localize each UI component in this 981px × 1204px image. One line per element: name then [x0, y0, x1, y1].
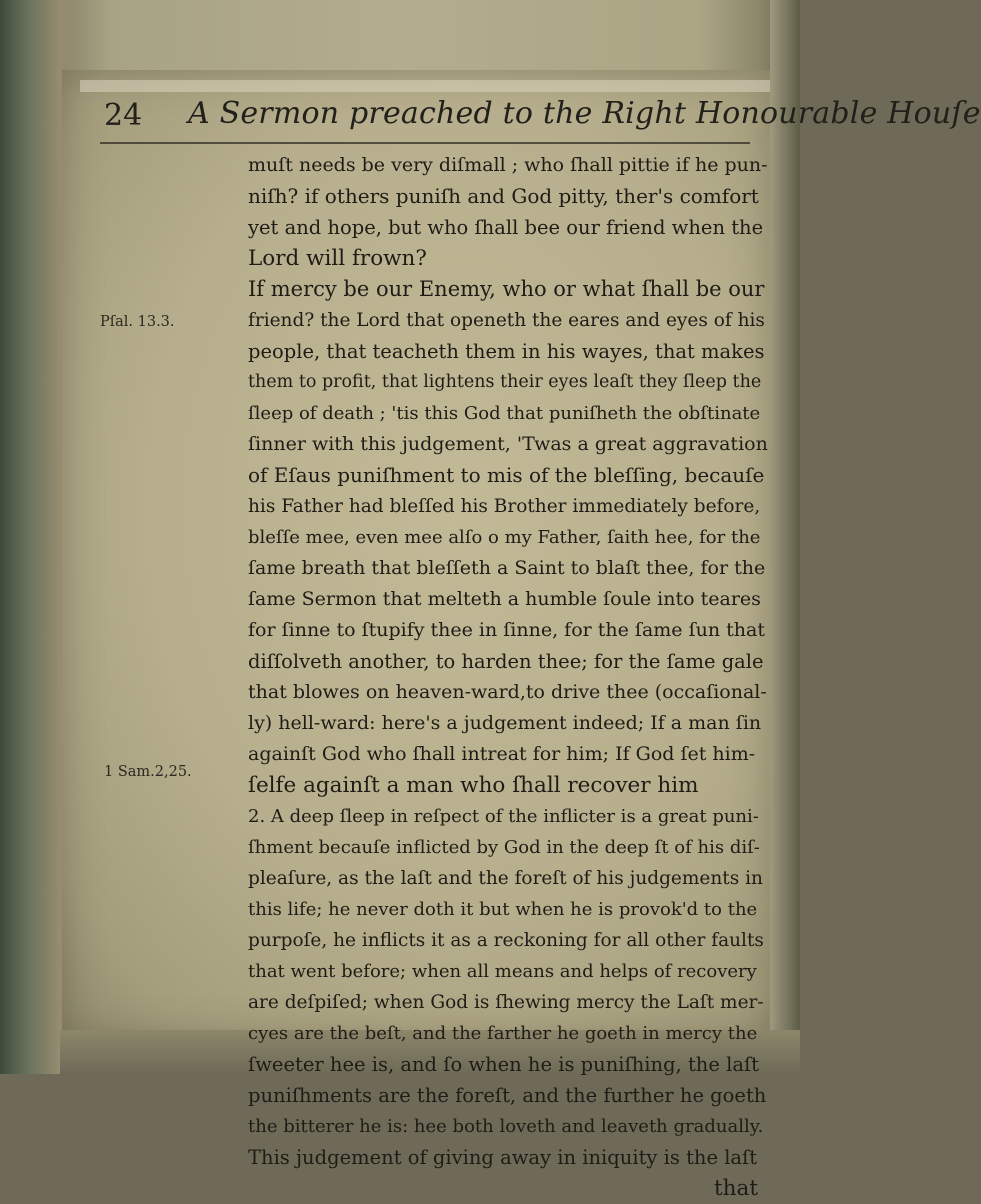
margin-note-psalm: Pſal. 13.3.: [100, 314, 175, 330]
text-line: friend? the Lord that openeth the eares and eyes of his: [248, 310, 765, 331]
text-line: againſt God who ſhall intreat for him; If God ſet him-: [248, 743, 756, 765]
text-line: This judgement of giving away in iniquity is the laſt: [248, 1146, 758, 1169]
sermon-text-block: [248, 150, 768, 1204]
text-line: 2. A deep ſleep in reſpect of the inflicter is a great puni-: [248, 806, 759, 827]
text-line: ſinner with this judgement, 'Twas a great aggravation: [248, 433, 768, 455]
text-line: the bitterer he is: hee both loveth and leaveth gradually.: [248, 1116, 764, 1137]
page-top-edge: [80, 80, 780, 92]
text-line: pleaſure, as the laſt and the foreſt of his judgements in: [248, 868, 763, 889]
text-line: ſame Sermon that melteth a humble ſoule into teares: [248, 588, 761, 610]
page-number: 24: [104, 98, 143, 133]
running-head: A Sermon preached to the Right Honourable Houſe: [188, 96, 981, 131]
text-line: them to profit, that lightens their eyes leaſt they ſleep the: [248, 372, 762, 392]
text-line: that blowes on heaven-ward,to drive thee (occaſional-: [248, 681, 767, 703]
text-line: cyes are the beſt, and the farther he goeth in mercy the: [248, 1023, 758, 1044]
text-line: people, that teacheth them in his wayes, that makes: [248, 340, 765, 363]
text-line: Lord will frown?: [248, 246, 427, 271]
text-line: niſh? if others puniſh and God pitty, ther's comfort: [248, 184, 759, 208]
text-line: diſſolveth another, to harden thee; for the ſame gale: [248, 650, 764, 673]
text-line: ſleep of death ; 'tis this God that puniſheth the obſtinate: [248, 403, 761, 424]
text-line: that: [714, 1176, 758, 1201]
text-line: ſelfe againſt a man who ſhall recover him: [248, 773, 699, 798]
header-rule: [100, 142, 750, 144]
text-line: of Eſaus puniſhment to mis of the bleſſing, becauſe: [248, 463, 765, 487]
facing-page-edge: [770, 0, 800, 1074]
text-line: yet and hope, but who ſhall bee our friend when the: [248, 216, 764, 239]
text-line: ſhment becauſe inflicted by God in the deep ſt of his diſ-: [248, 837, 760, 858]
text-line: that went before; when all means and helps of recovery: [248, 961, 757, 982]
text-line: ſame breath that bleſſeth a Saint to blaſt thee, for the: [248, 557, 766, 579]
margin-note-samuel: 1 Sam.2,25.: [104, 764, 192, 780]
text-line: muſt needs be very diſmall ; who ſhall pittie if he pun-: [248, 154, 768, 176]
text-line: If mercy be our Enemy, who or what ſhall be our: [248, 277, 765, 301]
text-line: purpoſe, he inflicts it as a reckoning for all other faults: [248, 930, 764, 951]
text-line: his Father had bleſſed his Brother immediately before,: [248, 496, 761, 517]
text-line: this life; he never doth it but when he is provok'd to the: [248, 899, 758, 920]
text-line: ſweeter hee is, and ſo when he is puniſhing, the laſt: [248, 1053, 760, 1076]
text-line: for ſinne to ſtupify thee in ſinne, for the ſame ſun that: [248, 619, 765, 641]
text-line: puniſhments are the foreſt, and the further he goeth: [248, 1084, 767, 1107]
text-line: are deſpiſed; when God is ſhewing mercy the Laſt mer-: [248, 992, 764, 1013]
text-line: ly) hell-ward: here's a judgement indeed; If a man ſin: [248, 712, 762, 734]
text-line: bleſſe mee, even mee alſo o my Father, ſaith hee, for the: [248, 527, 761, 548]
